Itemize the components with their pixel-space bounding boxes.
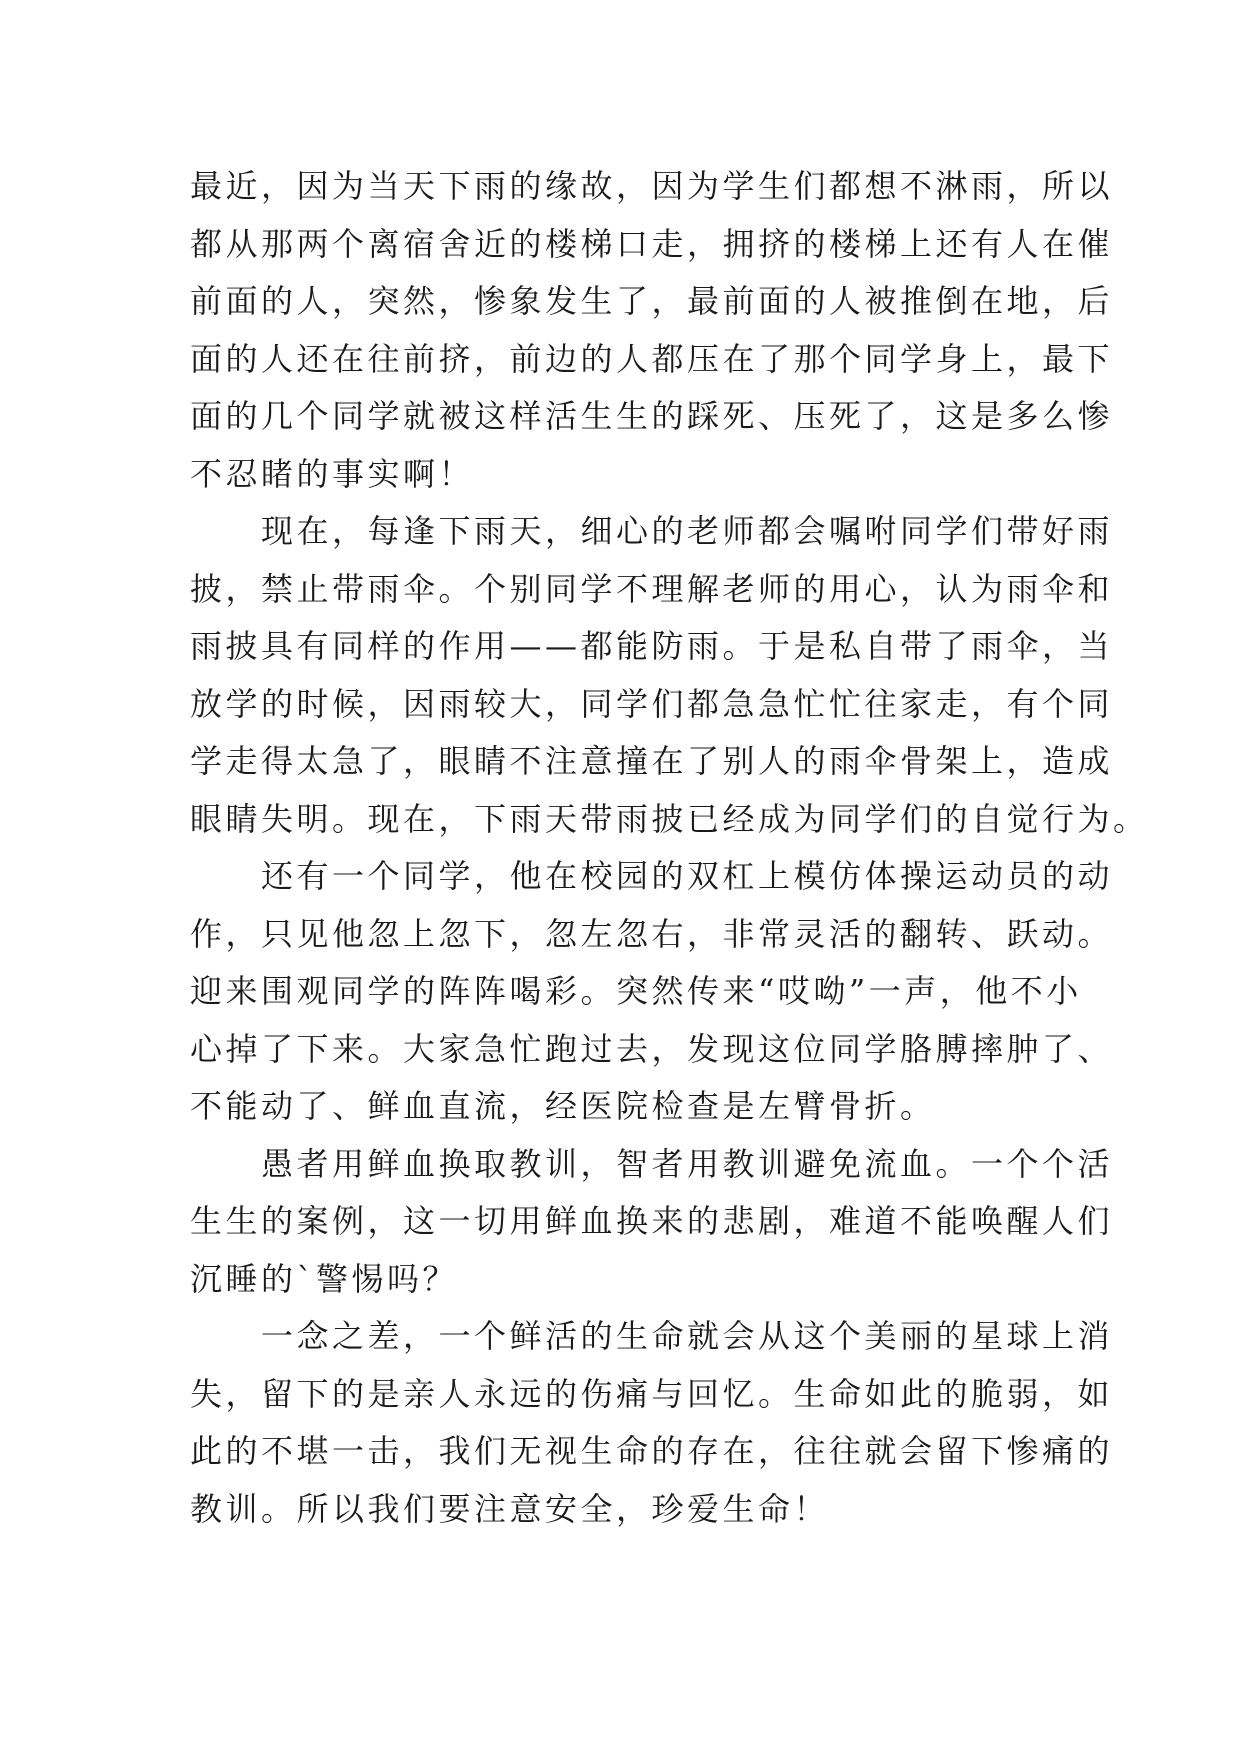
- text-line: 面的几个同学就被这样活生生的踩死、压死了，这是多么惨: [190, 397, 1114, 435]
- article-body: [190, 158, 1149, 1538]
- text-line: 雨披具有同样的作用——都能防雨。于是私自带了雨伞，当: [190, 627, 1114, 665]
- text-line: 不忍睹的事实啊！: [190, 454, 475, 493]
- text-line: 生生的案例，这一切用鲜血换来的悲剧，难道不能唤醒人们: [190, 1202, 1114, 1240]
- text-line: 教训。所以我们要注意安全，珍爱生命！: [190, 1489, 830, 1528]
- text-line: 不能动了、鲜血直流，经医院检查是左臂骨折。: [190, 1087, 936, 1125]
- text-line: 眼睛失明。现在，下雨天带雨披已经成为同学们的自觉行为。: [190, 799, 1149, 838]
- text-line: 迎来围观同学的阵阵喝彩。突然传来“哎呦”一声，他不小: [190, 972, 1082, 1010]
- text-line: 学走得太急了，眼睛不注意撞在了别人的雨伞骨架上，造成: [190, 742, 1114, 780]
- text-line: 还有一个同学，他在校园的双杠上模仿体操运动员的动: [190, 857, 1114, 895]
- text-line: 失，留下的是亲人永远的伤痛与回忆。生命如此的脆弱，如: [190, 1374, 1114, 1413]
- text-line: 作，只见他忽上忽下，忽左忽右，非常灵活的翻转、跃动。: [190, 914, 1114, 953]
- text-line: 愚者用鲜血换取教训，智者用教训避免流血。一个个活: [190, 1144, 1114, 1183]
- text-line: 心掉了下来。大家急忙跑过去，发现这位同学胳膊摔肿了、: [190, 1029, 1114, 1068]
- text-line: 都从那两个离宿舍近的楼梯口走，拥挤的楼梯上还有人在催: [190, 224, 1114, 263]
- text-line: 现在，每逢下雨天，细心的老师都会嘱咐同学们带好雨: [190, 512, 1114, 550]
- text-line: 披，禁止带雨伞。个别同学不理解老师的用心，认为雨伞和: [190, 569, 1114, 608]
- text-line: 最近，因为当天下雨的缘故，因为学生们都想不淋雨，所以: [190, 167, 1114, 205]
- text-line: 一念之差，一个鲜活的生命就会从这个美丽的星球上消: [190, 1317, 1114, 1355]
- text-line: 此的不堪一击，我们无视生命的存在，往往就会留下惨痛的: [190, 1432, 1114, 1470]
- text-line: 沉睡的`警惕吗？: [190, 1259, 459, 1298]
- text-line: 放学的时候，因雨较大，同学们都急急忙忙往家走，有个同: [190, 684, 1114, 723]
- text-line: 面的人还在往前挤，前边的人都压在了那个同学身上，最下: [190, 339, 1114, 378]
- text-line: 前面的人，突然，惨象发生了，最前面的人被推倒在地，后: [190, 282, 1114, 320]
